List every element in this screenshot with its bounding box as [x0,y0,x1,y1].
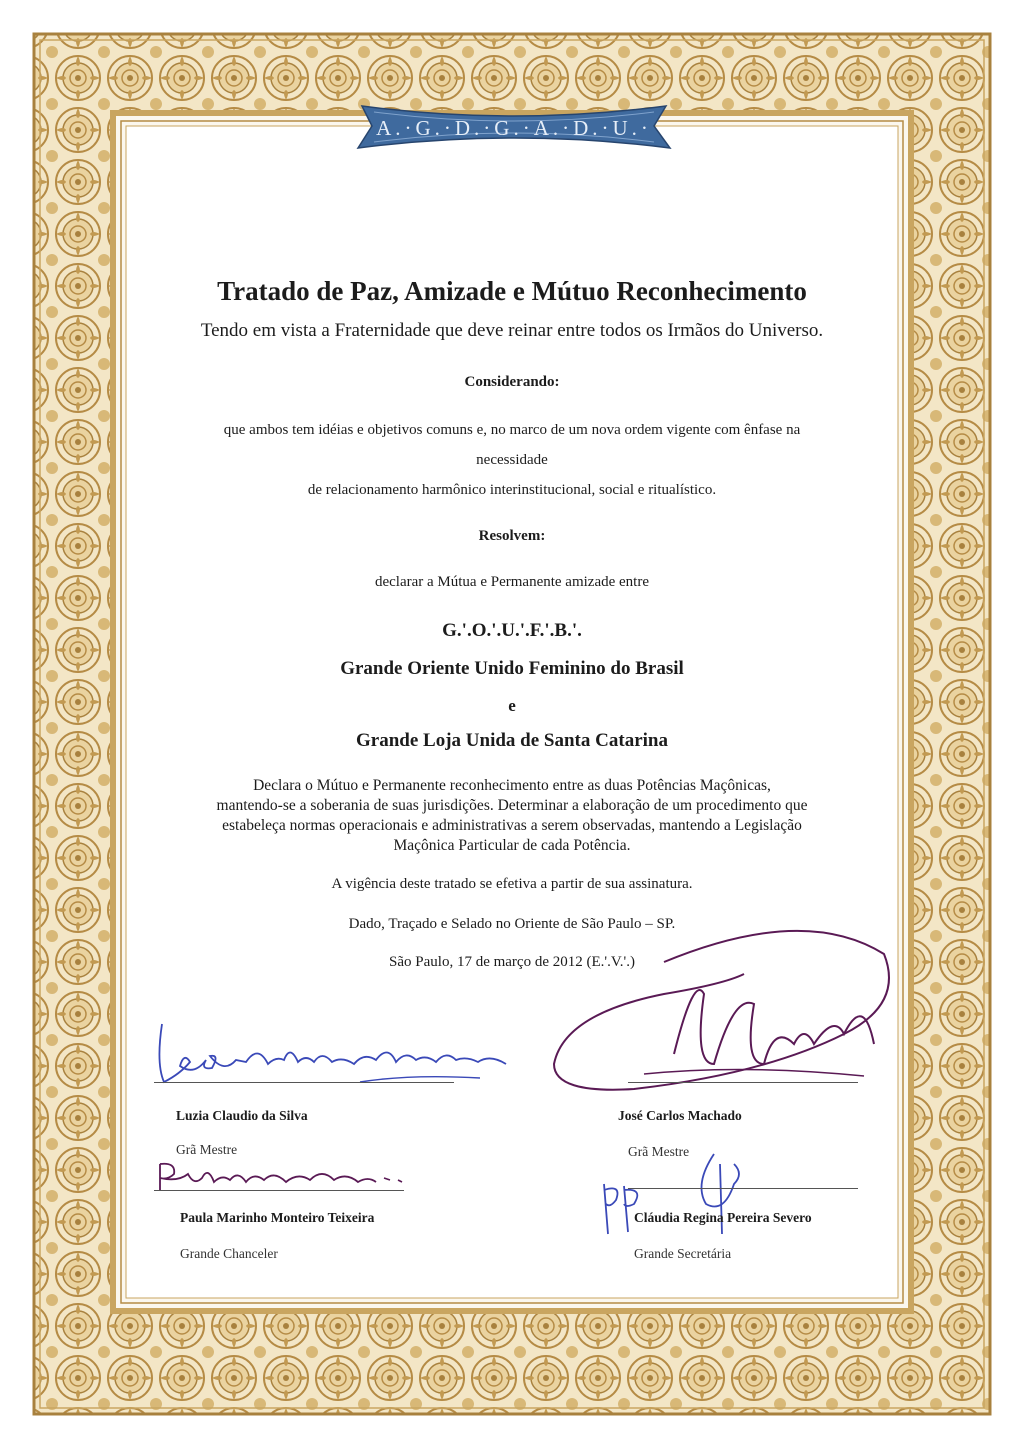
signatory-role-4: Grande Secretária [634,1246,732,1261]
signatory-name-3: Paula Marinho Monteiro Teixeira [180,1210,375,1225]
signatory-role-2: Grã Mestre [628,1144,690,1159]
signature-machado [544,914,894,1114]
resolvem-label: Resolvem: [478,528,546,544]
parties-abbreviation: G.'.O.'.U.'.F.'.B.'. [442,620,582,641]
signature-line-3 [154,1190,404,1191]
parties-and: e [508,696,516,715]
considerando-line-3: de relacionamento harmônico interinstitucional, social e ritualístico. [307,482,717,498]
signatory-name-2: José Carlos Machado [618,1108,742,1123]
declaration-line-1: Declara o Mútuo e Permanente reconhecimento entre as duas Potências Maçônicas, [253,777,771,794]
signature-line-2 [628,1082,858,1083]
resolvem-line: declarar a Mútua e Permanente amizade entre [374,574,649,590]
signature-luzia [150,1004,530,1094]
considerando-label: Considerando: [464,374,560,390]
document-subtitle: Tendo em vista a Fraternidade que deve reinar entre todos os Irmãos do Universo. [200,320,824,341]
party-first: Grande Oriente Unido Feminino do Brasil [340,658,684,679]
signatory-role-3: Grande Chanceler [180,1246,278,1261]
signature-line-4 [628,1188,858,1189]
document-title: Tratado de Paz, Amizade e Mútuo Reconhecimento [217,276,807,306]
signatory-name-1: Luzia Claudio da Silva [176,1108,308,1123]
declaration-line-4: Maçônica Particular de cada Potência. [393,837,631,854]
signature-claudia [594,1144,754,1244]
signatory-role-1: Grã Mestre [176,1142,238,1157]
signature-line-1 [154,1082,454,1083]
declaration-paragraph [164,776,860,856]
date-text: São Paulo, 17 de março de 2012 (E.'.V.'.) [389,954,635,970]
dado-text: Dado, Traçado e Selado no Oriente de São Paulo – SP. [348,916,676,932]
considerando-line-1: que ambos tem idéias e objetivos comuns e, no marco de um nova ordem vigente com ênfase na [223,422,801,438]
vigencia-text: A vigência deste tratado se efetiva a partir de sua assinatura. [331,876,693,892]
party-second: Grande Loja Unida de Santa Catarina [356,730,668,751]
signatory-name-4: Cláudia Regina Pereira Severo [634,1210,812,1225]
declaration-line-2: mantendo-se a soberania de suas jurisdições. Determinar a elaboração de um procedimento que [216,797,808,814]
considerando-line-2: necessidade [476,452,548,468]
certificate-body [124,116,900,1300]
declaration-line-3: estabeleça normas operacionais e administrativas a serem observadas, mantendo a Legislação [222,817,802,834]
ribbon-text: A.·G.·D.·G.·A.·D.·U.· [376,116,652,140]
